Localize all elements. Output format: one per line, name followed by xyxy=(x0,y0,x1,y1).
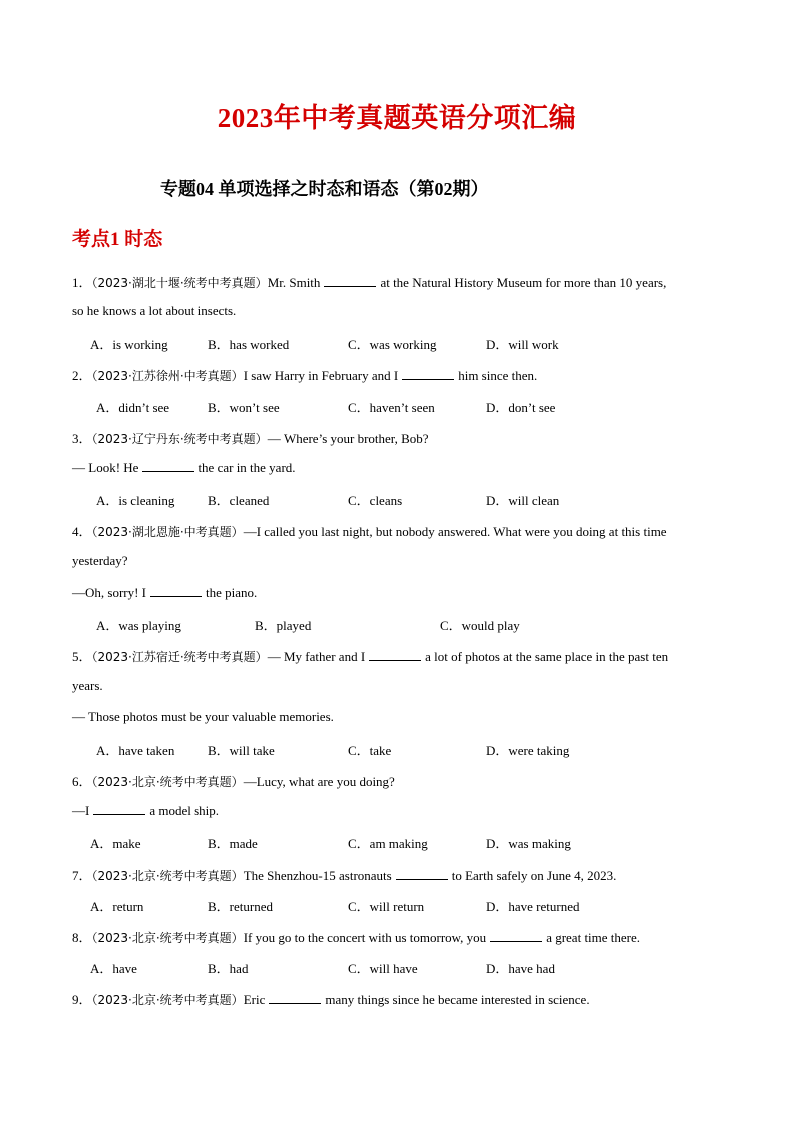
question-number: 4． xyxy=(72,524,92,539)
question-number: 9． xyxy=(72,992,92,1007)
option-c: C．am making xyxy=(348,836,428,851)
document-title: 2023年中考真题英语分项汇编 xyxy=(217,103,577,133)
option-a: A．return xyxy=(90,899,144,914)
option-d: D．don’t see xyxy=(486,400,556,415)
option-c: C．take xyxy=(348,743,392,758)
option-b: B．has worked xyxy=(208,337,290,352)
question-number: 8． xyxy=(72,930,92,945)
option-a: A．is working xyxy=(90,337,168,352)
option-b: B．cleaned xyxy=(208,493,270,508)
option-a: A．didn’t see xyxy=(96,400,170,415)
option-c: C．will have xyxy=(348,961,418,976)
option-a: A．make xyxy=(90,836,141,851)
option-c: C．would play xyxy=(440,618,520,633)
question-number: 6． xyxy=(72,774,92,789)
answer-blank xyxy=(369,648,421,661)
question-number: 1． xyxy=(72,275,92,290)
question-1: 1．（2023·湖北十堰·统考中考真题）Mr. Smith at the Natural History Museum for more than 10 years, xyxy=(72,275,667,290)
option-c: C．will return xyxy=(348,899,425,914)
question-3: 3．（2023·辽宁丹东·统考中考真题）— Where’s your brother, Bob? xyxy=(72,431,429,446)
option-b: B．had xyxy=(208,961,249,976)
question-source: （2023·北京·统考中考真题） xyxy=(91,993,244,1007)
answer-blank xyxy=(490,929,542,942)
question-3-reply: — Look! He the car in the yard. xyxy=(72,460,296,475)
answer-blank xyxy=(324,274,376,287)
topic-subtitle: 专题04 单项选择之时态和语态（第02期） xyxy=(160,179,489,199)
question-5-reply: — Those photos must be your valuable memories. xyxy=(72,709,334,724)
answer-blank xyxy=(269,991,321,1004)
question-number: 7． xyxy=(72,868,92,883)
question-source: （2023·北京·统考中考真题） xyxy=(91,869,244,883)
question-source: （2023·江苏徐州·中考真题） xyxy=(91,369,244,383)
question-1-continued: so he knows a lot about insects. xyxy=(72,303,237,318)
option-a: A．was playing xyxy=(96,618,181,633)
option-d: D．was making xyxy=(486,836,571,851)
option-c: C．haven’t seen xyxy=(348,400,435,415)
option-d: D．have had xyxy=(486,961,555,976)
question-number: 5． xyxy=(72,649,92,664)
question-4: 4．（2023·湖北恩施·中考真题）—I called you last night, but nobody answered. What were you doing at this time xyxy=(72,524,667,539)
answer-blank xyxy=(142,459,194,472)
option-b: B．played xyxy=(255,618,312,633)
option-b: B．will take xyxy=(208,743,275,758)
answer-blank xyxy=(402,367,454,380)
section-heading: 考点1 时态 xyxy=(72,229,163,250)
question-6-reply: —I a model ship. xyxy=(72,803,220,818)
option-d: D．will work xyxy=(486,337,559,352)
question-source: （2023·北京·统考中考真题） xyxy=(91,931,244,945)
option-c: C．was working xyxy=(348,337,437,352)
option-d: D．will clean xyxy=(486,493,560,508)
option-b: B．won’t see xyxy=(208,400,280,415)
option-d: D．were taking xyxy=(486,743,570,758)
question-7: 7．（2023·北京·统考中考真题）The Shenzhou-15 astronauts to Earth safely on June 4, 2023. xyxy=(72,868,617,883)
option-b: B．made xyxy=(208,836,258,851)
option-a: A．have xyxy=(90,961,137,976)
question-9: 9．（2023·北京·统考中考真题）Eric many things since he became interested in science. xyxy=(72,992,590,1007)
question-source: （2023·湖北十堰·统考中考真题） xyxy=(91,276,268,290)
question-4-continued: yesterday? xyxy=(72,553,128,568)
question-source: （2023·北京·统考中考真题） xyxy=(91,775,244,789)
question-source: （2023·辽宁丹东·统考中考真题） xyxy=(91,432,268,446)
question-4-reply: —Oh, sorry! I the piano. xyxy=(72,585,258,600)
question-8: 8．（2023·北京·统考中考真题）If you go to the concert with us tomorrow, you a great time there. xyxy=(72,930,641,945)
question-source: （2023·江苏宿迁·统考中考真题） xyxy=(91,650,268,664)
option-d: D．have returned xyxy=(486,899,580,914)
question-6: 6．（2023·北京·统考中考真题）—Lucy, what are you doing? xyxy=(72,774,395,789)
answer-blank xyxy=(150,584,202,597)
question-2: 2．（2023·江苏徐州·中考真题）I saw Harry in February and I him since then. xyxy=(72,368,538,383)
question-5-continued: years. xyxy=(72,678,103,693)
question-number: 2． xyxy=(72,368,92,383)
option-c: C．cleans xyxy=(348,493,403,508)
answer-blank xyxy=(396,867,448,880)
option-b: B．returned xyxy=(208,899,273,914)
option-a: A．have taken xyxy=(96,743,175,758)
option-a: A．is cleaning xyxy=(96,493,175,508)
question-5: 5．（2023·江苏宿迁·统考中考真题）— My father and I a lot of photos at the same place in the past ten xyxy=(72,649,669,664)
question-source: （2023·湖北恩施·中考真题） xyxy=(91,525,244,539)
question-number: 3． xyxy=(72,431,92,446)
answer-blank xyxy=(93,802,145,815)
